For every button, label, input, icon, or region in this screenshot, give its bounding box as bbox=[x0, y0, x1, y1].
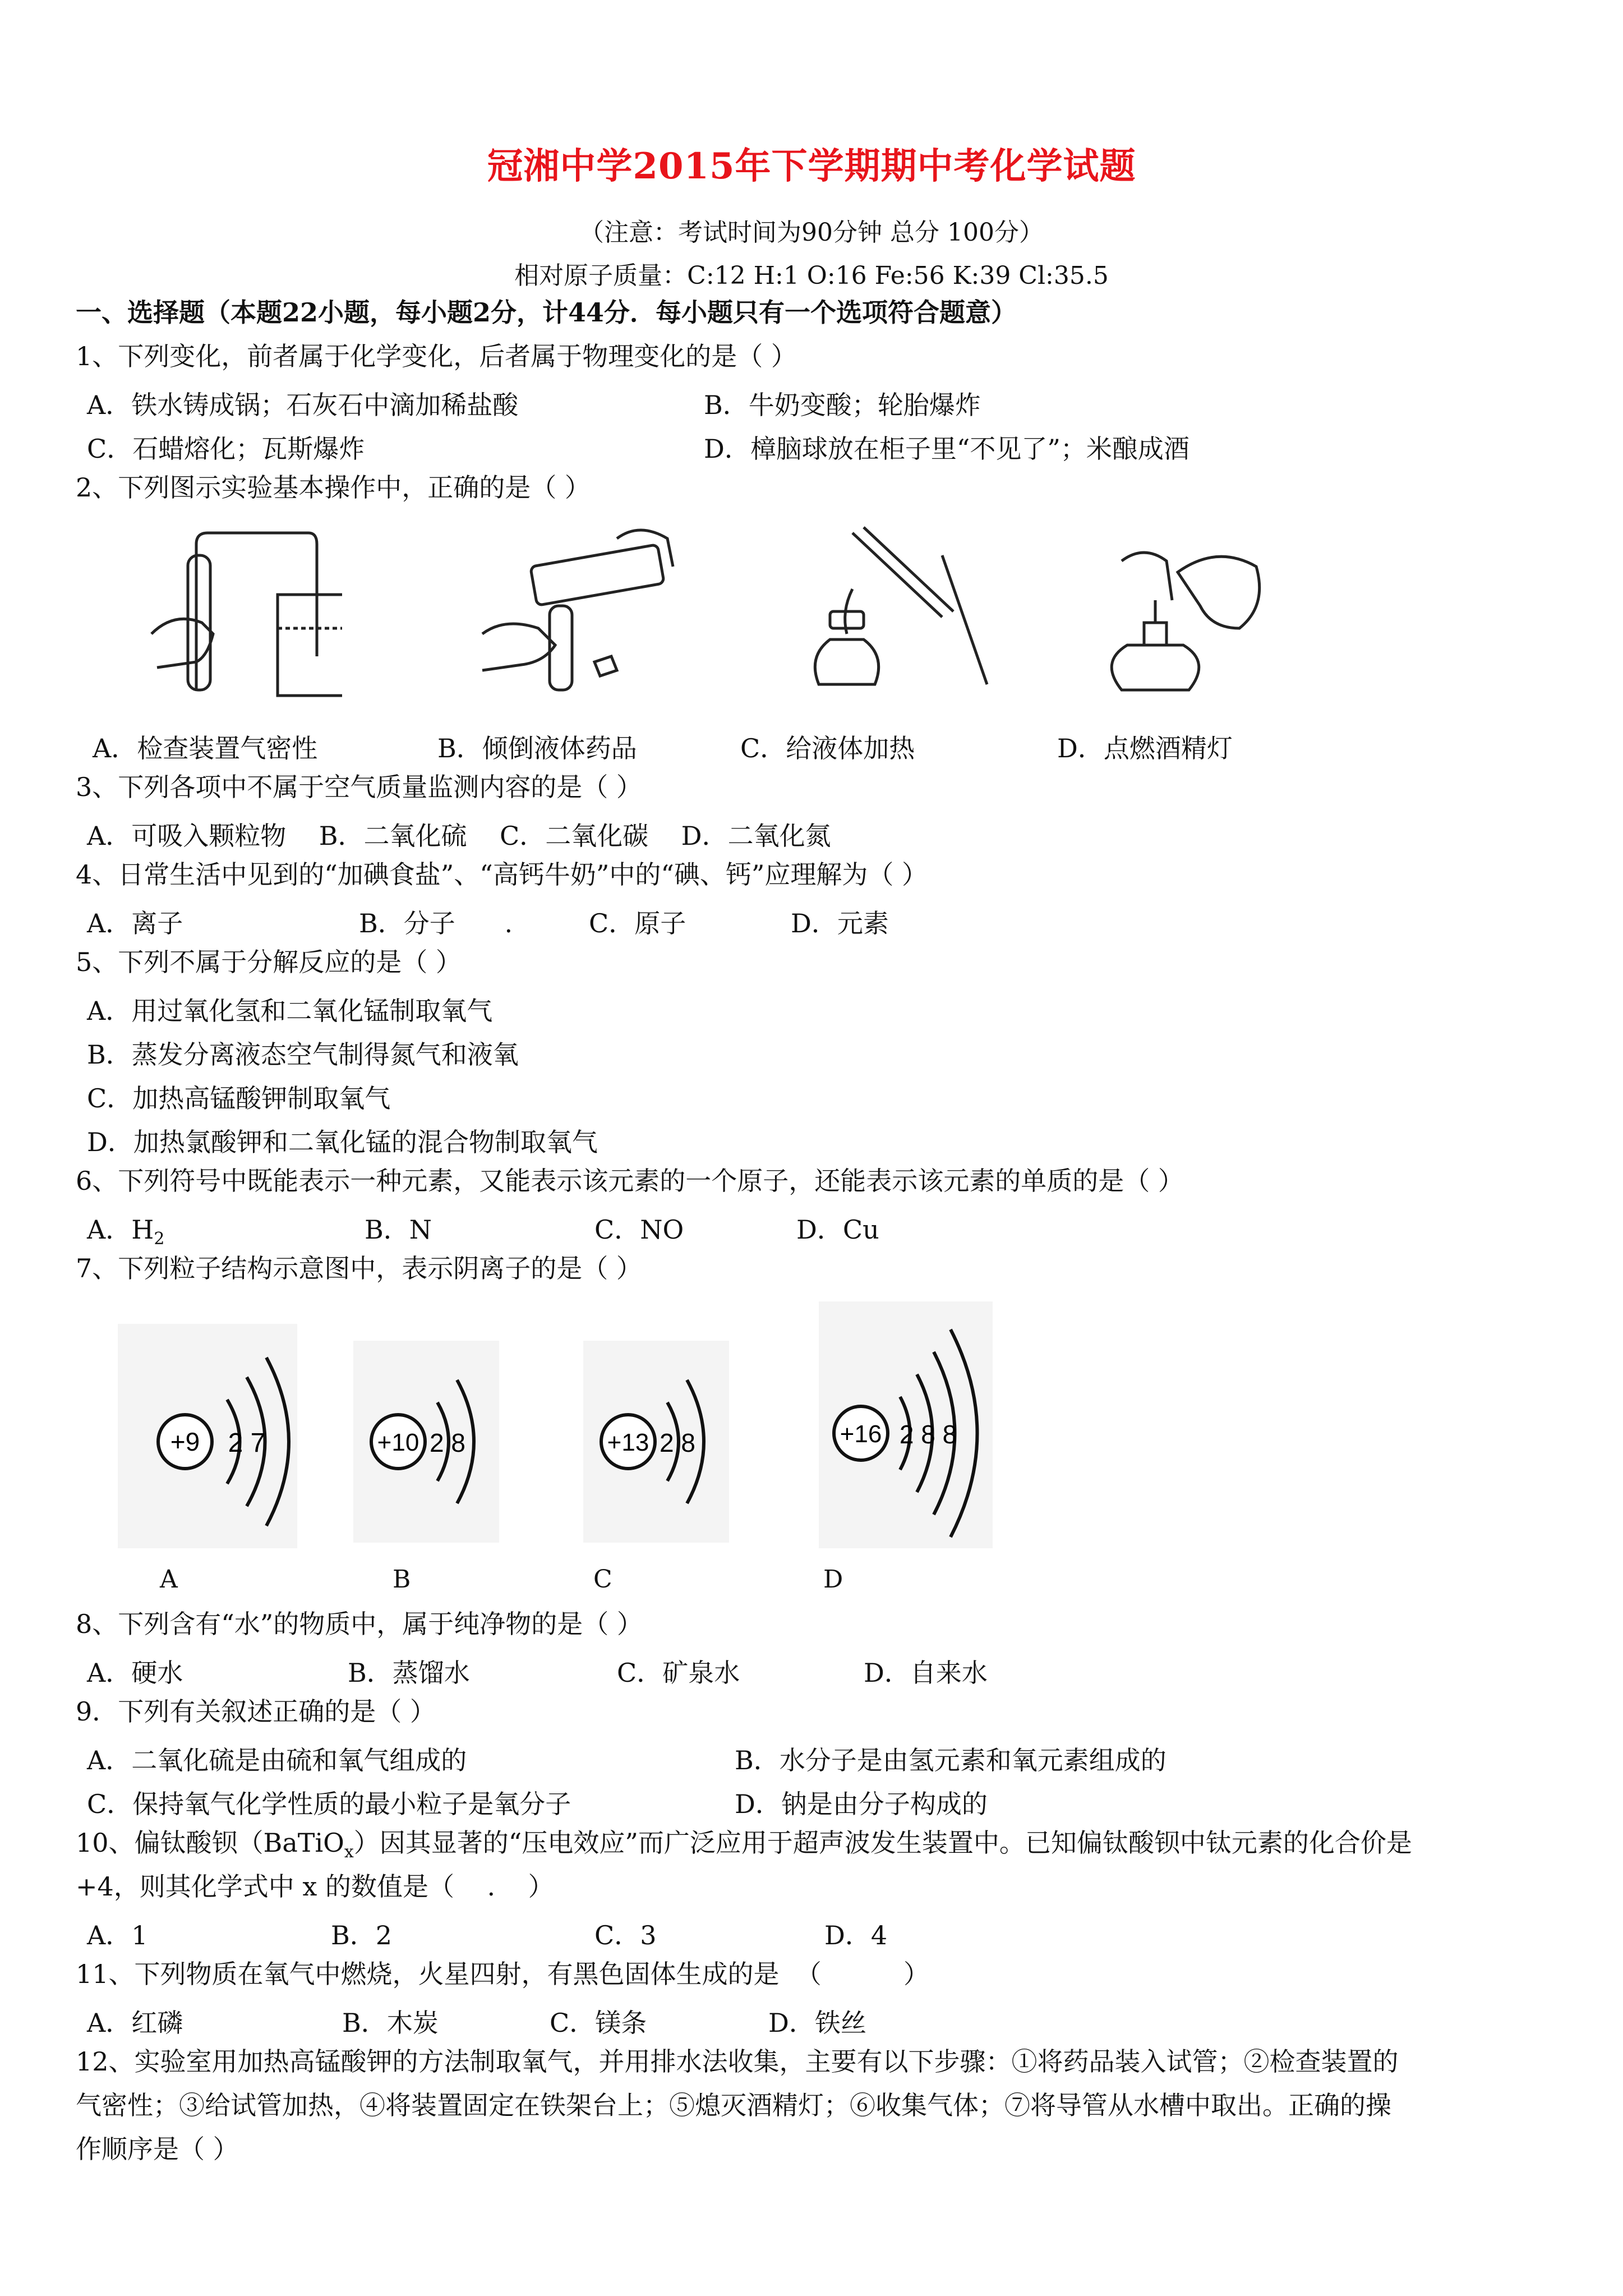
q10-option-d: D．4 bbox=[824, 1920, 888, 1950]
exam-title: 冠湘中学2015年下学期期中考化学试题 bbox=[487, 145, 1136, 187]
q10-stem-part1: 10、偏钛酸钡（BaTiO bbox=[76, 1828, 344, 1858]
q11-stem: 11、下列物质在氧气中燃烧，火星四射，有黑色固体生成的是 （ ） bbox=[76, 1959, 929, 1989]
exam-note: （注意：考试时间为90分钟 总分 100分） bbox=[579, 218, 1044, 247]
q5-option-d: D．加热氯酸钾和二氧化锰的混合物制取氧气 bbox=[87, 1127, 598, 1157]
q6-option-b: B．N bbox=[365, 1214, 432, 1245]
atom-d-label: D bbox=[823, 1565, 843, 1594]
atom-diagram-c bbox=[583, 1341, 729, 1543]
q8-option-c: C．矿泉水 bbox=[617, 1658, 740, 1688]
heating-liquid-illustration bbox=[785, 522, 998, 701]
q2-stem: 2、下列图示实验基本操作中，正确的是（ ） bbox=[76, 472, 591, 503]
q9-option-c: C．保持氧气化学性质的最小粒子是氧分子 bbox=[87, 1789, 571, 1819]
q6-option-a-subscript: 2 bbox=[154, 1229, 165, 1249]
q10-option-b: B．2 bbox=[331, 1920, 393, 1950]
atom-diagram-a bbox=[118, 1324, 297, 1548]
q11-option-c: C．镁条 bbox=[550, 2008, 647, 2038]
q5-option-b: B．蒸发分离液态空气制得氮气和液氧 bbox=[87, 1039, 519, 1070]
q4-option-d: D．元素 bbox=[791, 908, 889, 938]
q2-option-b: B．倾倒液体药品 bbox=[437, 733, 637, 763]
section-1-heading: 一、选择题（本题22小题，每小题2分，计44分．每小题只有一个选项符合题意） bbox=[76, 297, 1017, 328]
q6-stem: 6、下列符号中既能表示一种元素，又能表示该元素的一个原子，还能表示该元素的单质的是（ ） bbox=[76, 1166, 1184, 1196]
atom-d-nucleus: +16 bbox=[840, 1420, 882, 1448]
atom-b-svg bbox=[353, 1341, 499, 1543]
atom-diagram-b bbox=[353, 1341, 499, 1543]
q10-stem-subscript: x bbox=[344, 1842, 354, 1862]
q5-stem: 5、下列不属于分解反应的是（ ） bbox=[76, 947, 462, 977]
atom-c-shells: 2 8 bbox=[660, 1428, 695, 1457]
atom-c-svg bbox=[583, 1341, 729, 1543]
atom-b-nucleus: +10 bbox=[377, 1429, 419, 1456]
q8-option-a: A．硬水 bbox=[87, 1658, 183, 1688]
atom-b-label: B bbox=[393, 1565, 411, 1594]
q11-option-d: D．铁丝 bbox=[768, 2008, 866, 2038]
q9-option-b: B．水分子是由氢元素和氧元素组成的 bbox=[735, 1745, 1166, 1775]
q10-option-a: A．1 bbox=[87, 1920, 148, 1950]
q8-option-b: B．蒸馏水 bbox=[348, 1658, 470, 1688]
lighting-alcohol-lamp-illustration bbox=[1088, 539, 1279, 707]
q1-option-d: D．樟脑球放在柜子里“不见了”；米酿成酒 bbox=[704, 434, 1189, 464]
q3-stem: 3、下列各项中不属于空气质量监测内容的是（ ） bbox=[76, 772, 642, 802]
airtight-check-illustration bbox=[140, 522, 342, 701]
q11-option-a: A．红磷 bbox=[87, 2008, 183, 2038]
q1-stem: 1、下列变化，前者属于化学变化，后者属于物理变化的是（ ） bbox=[76, 341, 797, 371]
q10-stem-part2: ）因其显著的“压电效应”而广泛应用于超声波发生装置中。已知偏钛酸钡中钛元素的化合价是 bbox=[353, 1828, 1412, 1858]
q10-stem-line2: +4，则其化学式中 x 的数值是（ . ） bbox=[76, 1871, 554, 1902]
atom-c-nucleus: +13 bbox=[607, 1429, 649, 1456]
pouring-liquid-illustration bbox=[471, 522, 684, 701]
q10-stem bbox=[76, 1828, 1412, 1862]
q9-option-a: A．二氧化硫是由硫和氧气组成的 bbox=[87, 1745, 467, 1775]
q2-option-a: A．检查装置气密性 bbox=[93, 733, 318, 763]
q4-option-c: C．原子 bbox=[589, 908, 686, 938]
q2-option-c: C．给液体加热 bbox=[740, 733, 915, 763]
q11-option-b: B．木炭 bbox=[342, 2008, 439, 2038]
atom-d-svg bbox=[819, 1301, 993, 1548]
q8-option-d: D．自来水 bbox=[864, 1658, 988, 1688]
atom-a-label: A bbox=[160, 1565, 178, 1594]
q1-option-c: C．石蜡熔化；瓦斯爆炸 bbox=[87, 434, 365, 464]
q5-option-a: A．用过氧化氢和二氧化锰制取氧气 bbox=[87, 996, 493, 1026]
q4-stem: 4、日常生活中见到的“加碘食盐”、“高钙牛奶”中的“碘、钙”应理解为（ ） bbox=[76, 859, 928, 890]
atom-diagram-d bbox=[819, 1301, 993, 1548]
q6-option-c: C．NO bbox=[594, 1214, 684, 1245]
q12-line2: 气密性；③给试管加热，④将装置固定在铁架台上；⑤熄灭酒精灯；⑥收集气体；⑦将导管从水槽中取出。正确的操 bbox=[76, 2090, 1391, 2120]
q2-option-d: D．点燃酒精灯 bbox=[1057, 733, 1233, 763]
q7-stem: 7、下列粒子结构示意图中，表示阴离子的是（ ） bbox=[76, 1253, 642, 1283]
q9-option-d: D．钠是由分子构成的 bbox=[735, 1789, 988, 1819]
atom-a-svg bbox=[118, 1324, 297, 1548]
q6-option-d: D．Cu bbox=[796, 1214, 879, 1245]
atom-a-shells: 2 7 bbox=[228, 1428, 266, 1458]
atom-a-nucleus: +9 bbox=[170, 1427, 200, 1456]
q6-option-a-text: A．H bbox=[87, 1214, 154, 1245]
q1-option-a: A．铁水铸成锅；石灰石中滴加稀盐酸 bbox=[87, 390, 519, 420]
q12-line1: 12、实验室用加热高锰酸钾的方法制取氧气，并用排水法收集，主要有以下步骤：①将药品装入试管；②检查装置的 bbox=[76, 2046, 1399, 2077]
q8-stem: 8、下列含有“水”的物质中，属于纯净物的是（ ） bbox=[76, 1609, 643, 1639]
q1-option-b: B．牛奶变酸；轮胎爆炸 bbox=[704, 390, 981, 420]
q9-stem: 9．下列有关叙述正确的是（ ） bbox=[76, 1696, 436, 1727]
q4-option-b: B．分子 . bbox=[359, 908, 513, 938]
atom-d-shells: 2 8 8 bbox=[899, 1420, 957, 1449]
q6-option-a bbox=[87, 1209, 164, 1249]
atom-c-label: C bbox=[593, 1565, 612, 1594]
q10-option-c: C．3 bbox=[594, 1920, 657, 1950]
q4-option-a: A．离子 bbox=[87, 908, 183, 938]
atomic-mass-line: 相对原子质量：C:12 H:1 O:16 Fe:56 K:39 Cl:35.5 bbox=[514, 261, 1109, 290]
q3-options: A．可吸入颗粒物 B．二氧化硫 C．二氧化碳 D．二氧化氮 bbox=[87, 821, 831, 851]
q5-option-c: C．加热高锰酸钾制取氧气 bbox=[87, 1083, 391, 1114]
q12-line3: 作顺序是（ ） bbox=[76, 2134, 239, 2164]
atom-b-shells: 2 8 bbox=[430, 1428, 465, 1457]
